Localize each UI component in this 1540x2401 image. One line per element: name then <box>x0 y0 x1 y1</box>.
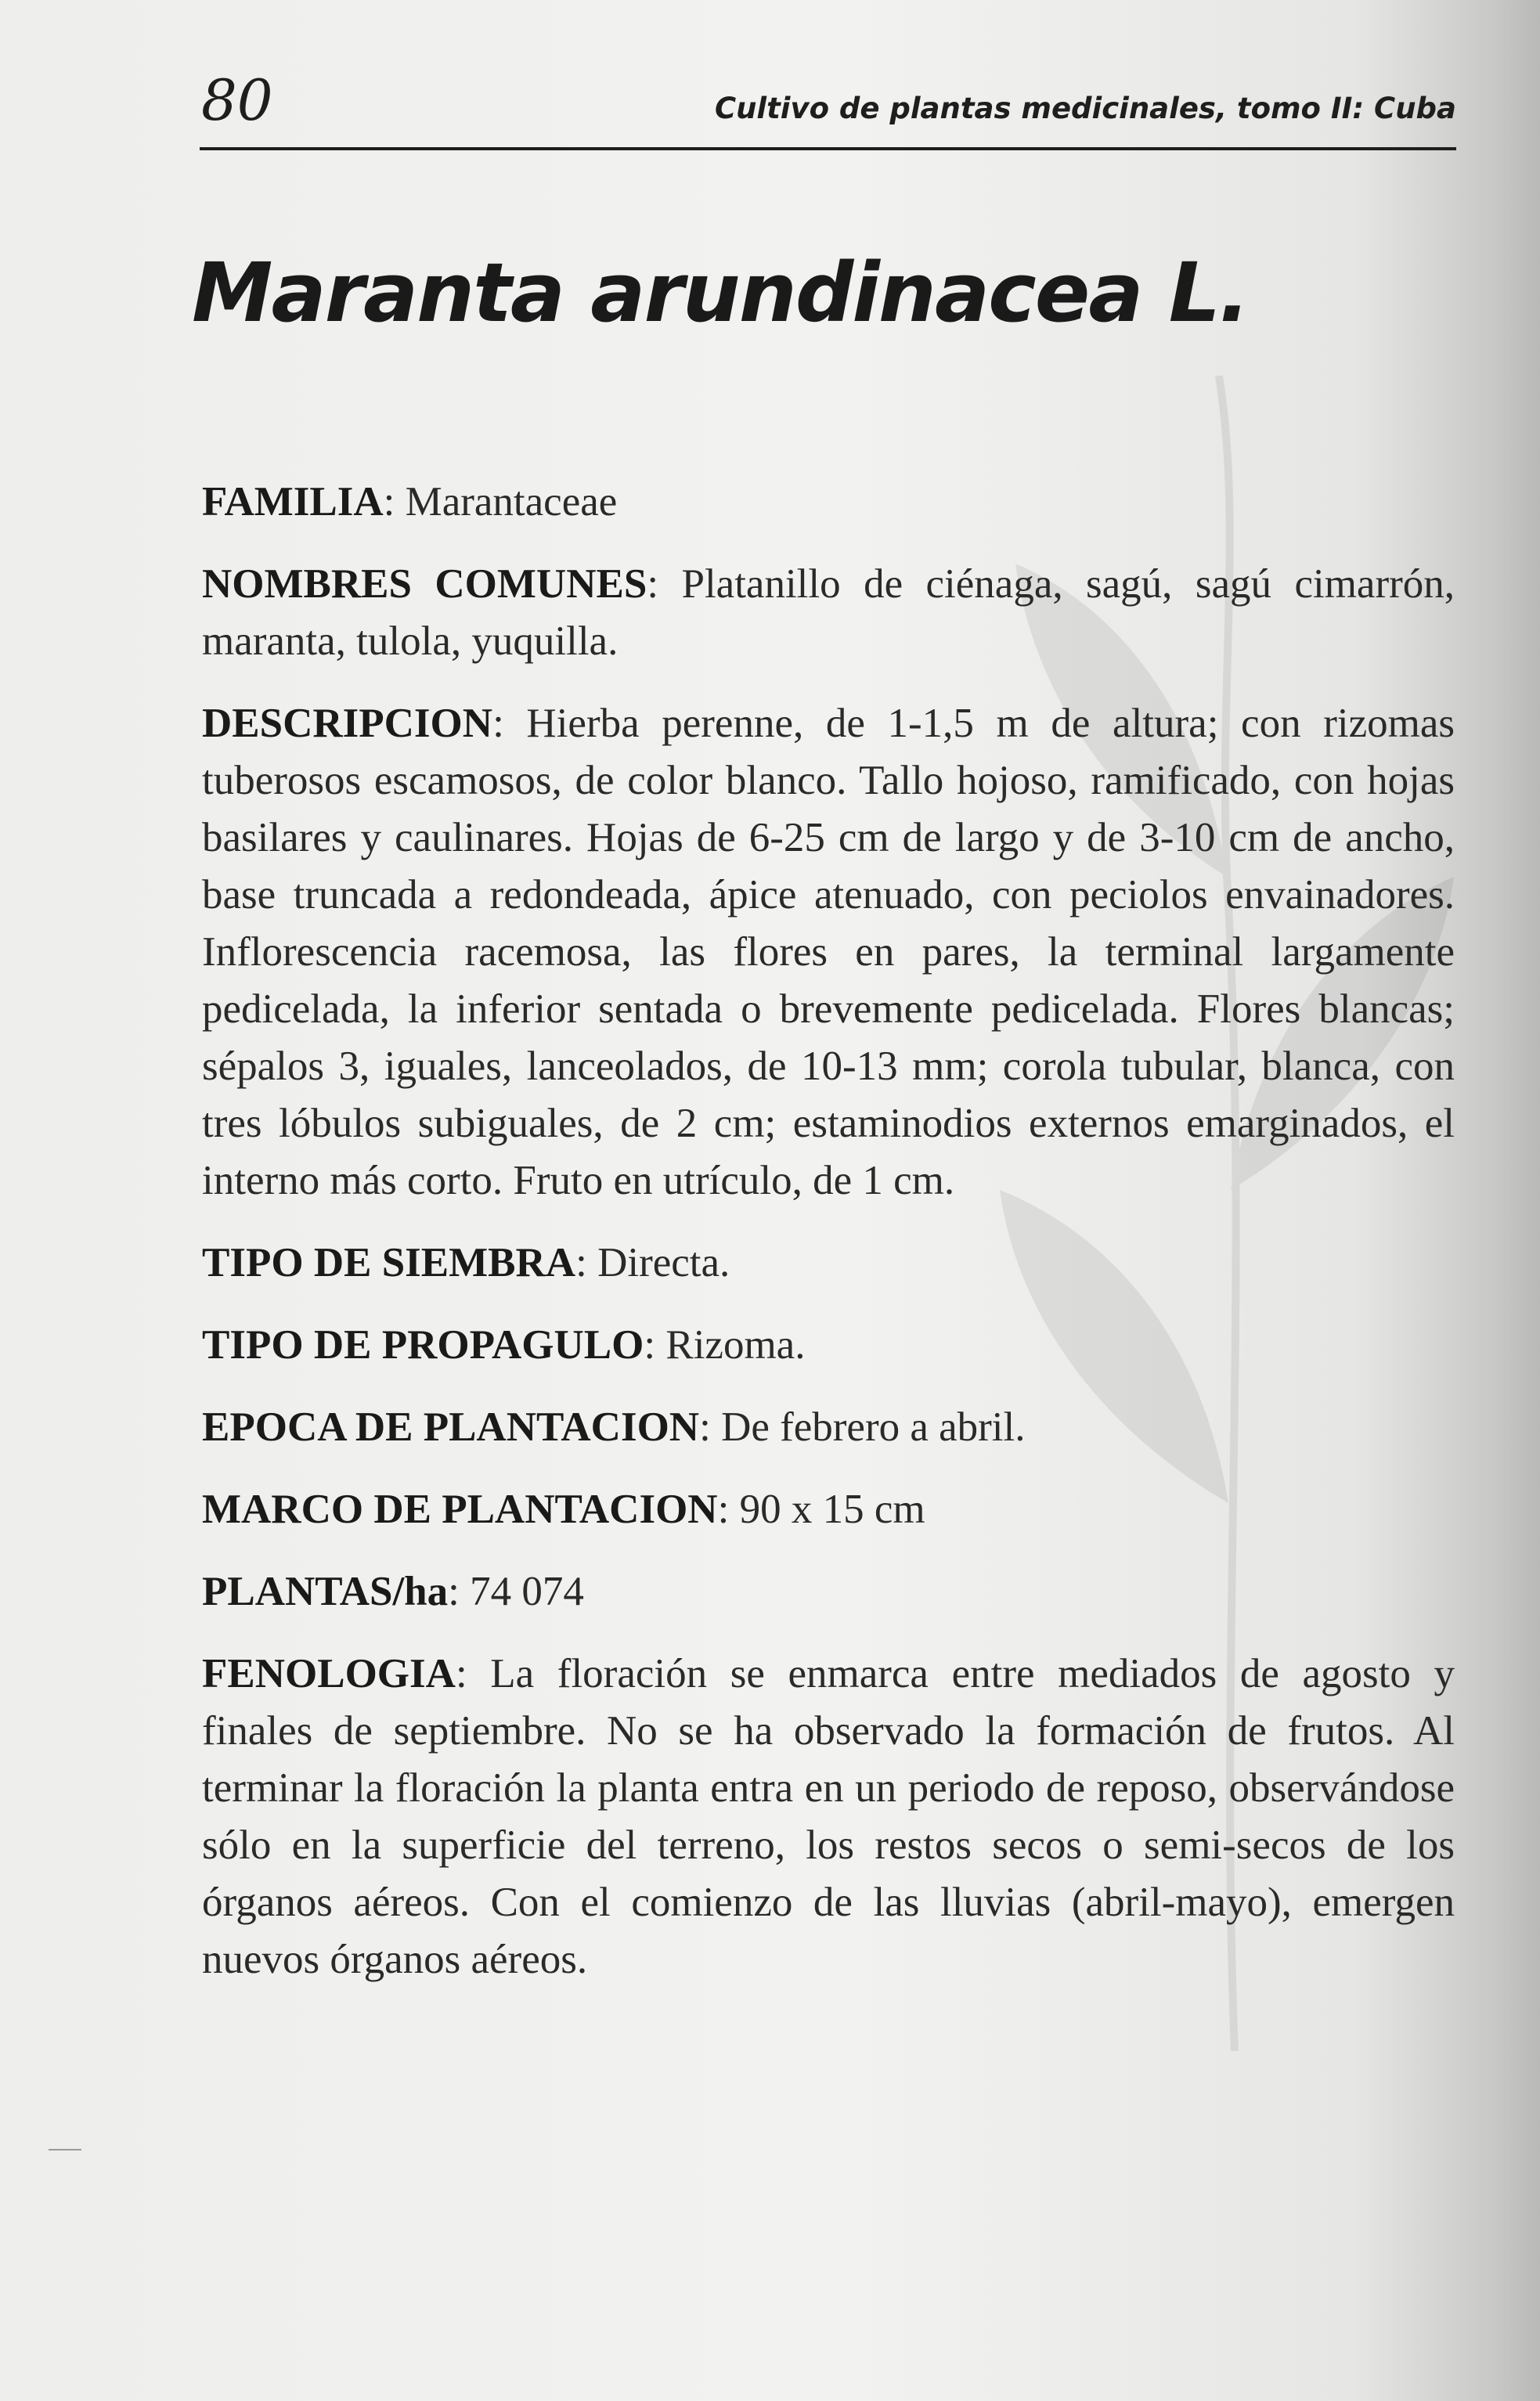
entry-value: 90 x 15 cm <box>739 1487 925 1532</box>
entry-value: Marantaceae <box>405 479 618 525</box>
entry-plantas-ha: PLANTAS/ha: 74 074 <box>202 1569 584 1614</box>
monograph-body <box>202 474 1455 2013</box>
entry-label: TIPO DE PROPAGULO <box>202 1322 644 1368</box>
entry-label: DESCRIPCION <box>202 701 493 746</box>
entry-label: FAMILIA <box>202 479 384 525</box>
entry-tipo-de-propagulo: TIPO DE PROPAGULO: Rizoma. <box>202 1322 806 1368</box>
entry-marco-de-plantacion: MARCO DE PLANTACION: 90 x 15 cm <box>202 1487 925 1532</box>
entry-label: EPOCA DE PLANTACION <box>202 1404 700 1450</box>
entry-fenologia: FENOLOGIA: La floración se enmarca entre mediados de agosto y finales de septiembre. No se ha observado la formación de frutos. Al terminar la floración la planta entra en un periodo de reposo, observándose sólo en la superficie del terreno, los restos secos o semi-secos de los órganos aéreos. Con el comienzo de las lluvias (abril-mayo), emergen nuevos órganos aéreos. <box>202 1651 1455 1982</box>
entry-nombres-comunes: NOMBRES COMUNES: Platanillo de ciénaga, sagú, sagú cimarrón, maranta, tulola, yuquilla. <box>202 561 1455 664</box>
entry-value: Hierba perenne, de 1-1,5 m de altura; con rizomas tuberosos escamosos, de color blanco. Tallo hojoso, ramificado, con hojas basilares y caulinares. Hojas de 6-25 cm de largo y de 3-10 cm de ancho, base truncada a redondeada, ápice atenuado, con peciolos envainadores. Inflorescencia racemosa, las flores en pares, la terminal largamente pedicelada, la inferior sentada o brevemente pedicelada. Flores blancas; sépalos 3, iguales, lanceolados, de 10-13 mm; corola tubular, blanca, con tres lóbulos subiguales, de 2 cm; estaminodios externos emarginados, el interno más corto. Fruto en utrículo, de 1 cm. <box>202 701 1455 1203</box>
entry-label: MARCO DE PLANTACION <box>202 1487 718 1532</box>
entry-value: Rizoma. <box>665 1322 806 1368</box>
entry-label: NOMBRES COMUNES <box>202 561 647 607</box>
running-title: Cultivo de plantas medicinales, tomo II: Cuba <box>714 92 1456 125</box>
entry-value: 74 074 <box>470 1569 584 1614</box>
page-number: 80 <box>201 67 273 133</box>
entry-value: Directa. <box>597 1240 730 1285</box>
entry-label: PLANTAS/ha <box>202 1569 449 1614</box>
entry-value: De febrero a abril. <box>721 1404 1026 1450</box>
margin-mark <box>49 2149 81 2150</box>
entry-value: Platanillo de ciénaga, sagú, sagú cimarrón, maranta, tulola, yuquilla. <box>202 561 1455 664</box>
entry-epoca-de-plantacion: EPOCA DE PLANTACION: De febrero a abril. <box>202 1404 1026 1450</box>
entry-label: TIPO DE SIEMBRA <box>202 1240 576 1285</box>
entry-familia: FAMILIA: Marantaceae <box>202 479 618 525</box>
species-title: Maranta arundinacea L. <box>192 245 1249 341</box>
entry-tipo-de-siembra: TIPO DE SIEMBRA: Directa. <box>202 1240 730 1285</box>
page-header <box>200 67 1456 150</box>
entry-descripcion: DESCRIPCION: Hierba perenne, de 1-1,5 m de altura; con rizomas tuberosos escamosos, de color blanco. Tallo hojoso, ramificado, con hojas basilares y caulinares. Hojas de 6-25 cm de largo y de 3-10 cm de ancho, base truncada a redondeada, ápice atenuado, con peciolos envainadores. Inflorescencia racemosa, las flores en pares, la terminal largamente pedicelada, la inferior sentada o brevemente pedicelada. Flores blancas; sépalos 3, iguales, lanceolados, de 10-13 mm; corola tubular, blanca, con tres lóbulos subiguales, de 2 cm; estaminodios externos emarginados, el interno más corto. Fruto en utrículo, de 1 cm. <box>202 701 1455 1203</box>
entry-label: FENOLOGIA <box>202 1651 456 1696</box>
entry-value: La floración se enmarca entre mediados de agosto y finales de septiembre. No se ha observado la formación de frutos. Al terminar la floración la planta entra en un periodo de reposo, observándose sólo en la superficie del terreno, los restos secos o semi-secos de los órganos aéreos. Con el comienzo de las lluvias (abril-mayo), emergen nuevos órganos aéreos. <box>202 1651 1455 1982</box>
